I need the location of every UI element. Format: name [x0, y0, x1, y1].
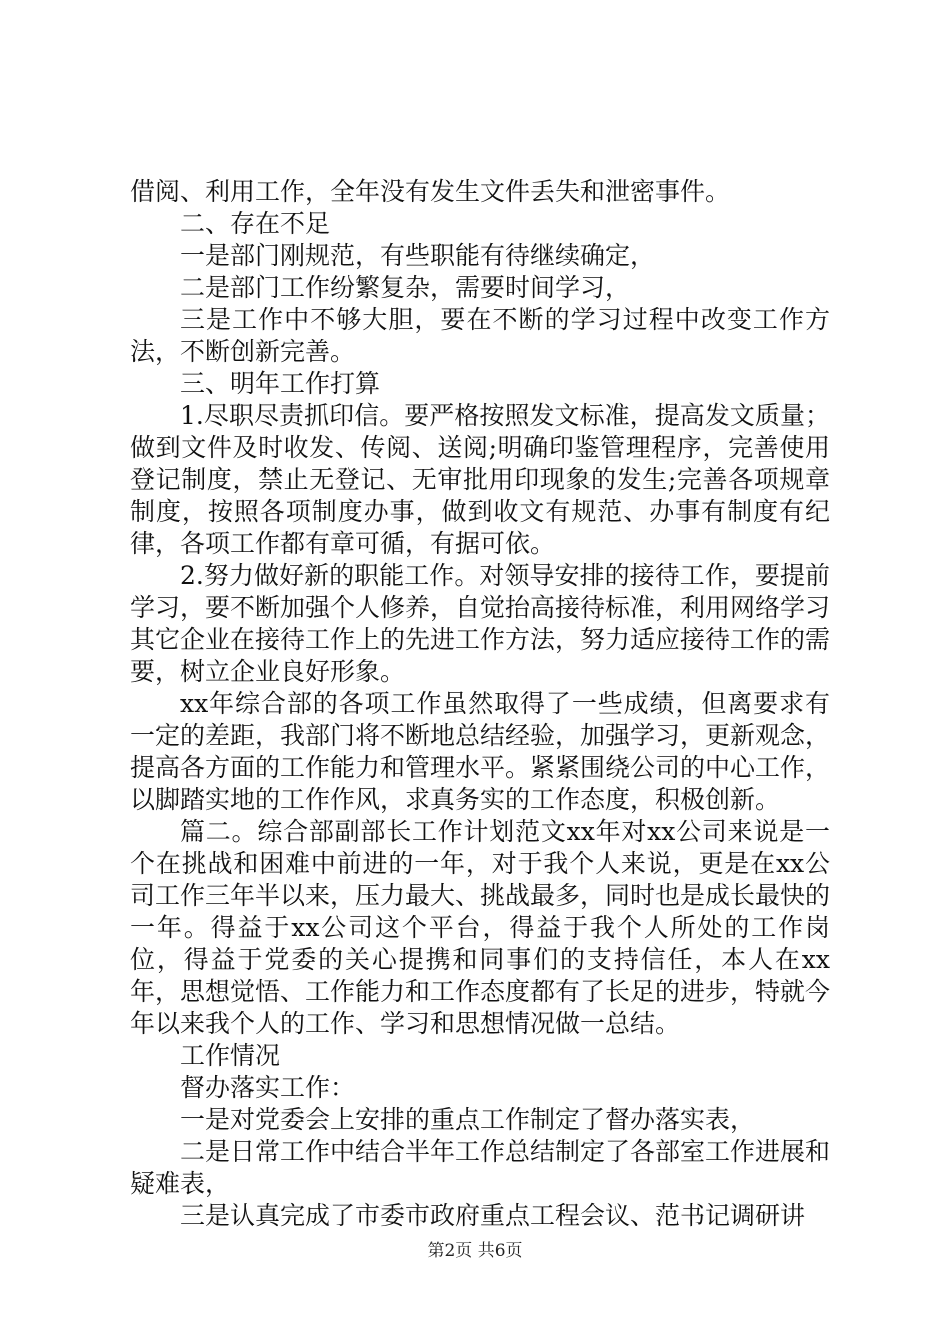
paragraph-plan-2: 2.努力做好新的职能工作。对领导安排的接待工作，要提前学习，要不断加强个人修养，自觉抬高接待标准，利用网络学习其它企业在接待工作上的先进工作方法，努力适应接待工作的需要，树立企业良好形象。	[130, 561, 831, 686]
paragraph-supervision-1: 一是对党委会上安排的重点工作制定了督办落实表，	[180, 1105, 756, 1134]
heading-supervision-work: 督办落实工作：	[180, 1073, 356, 1102]
paragraph-part-two-intro: 篇二。综合部副部长工作计划范文xx年对xx公司来说是一个在挑战和困难中前进的一年，对于我个人来说，更是在xx公司工作三年半以来，压力最大、挑战最多，同时也是成长最快的一年。得益于xx公司这个平台，得益于我个人所处的工作岗位，得益于党委的关心提携和同事们的支持信任，本人在xx年，思想觉悟、工作能力和工作态度都有了长足的进步，特就今年以来我个人的工作、学习和思想情况做一总结。	[130, 817, 831, 1038]
paragraph-shortcoming-2: 二是部门工作纷繁复杂，需要时间学习，	[180, 273, 631, 302]
paragraph-shortcoming-1: 一是部门刚规范，有些职能有待继续确定，	[180, 241, 656, 270]
paragraph-plan-1: 1.尽职尽责抓印信。要严格按照发文标准，提高发文质量；做到文件及时收发、传阅、送阅;明确印鉴管理程序，完善使用登记制度，禁止无登记、无审批用印现象的发生;完善各项规章制度，按照各项制度办事，做到收文有规范、办事有制度有纪律，各项工作都有章可循，有据可依。	[130, 401, 830, 558]
paragraph-supervision-2: 二是日常工作中结合半年工作总结制定了各部室工作进展和疑难表，	[130, 1137, 831, 1198]
paragraph-shortcoming-3: 三是工作中不够大胆，要在不断的学习过程中改变工作方法，不断创新完善。	[130, 305, 830, 366]
document-body	[130, 176, 830, 1232]
paragraph-archive-summary: 借阅、利用工作，全年没有发生文件丢失和泄密事件。	[130, 177, 731, 206]
heading-next-year-plan: 三、明年工作打算	[180, 369, 381, 398]
heading-shortcomings: 二、存在不足	[180, 209, 331, 238]
heading-work-status: 工作情况	[180, 1041, 281, 1070]
paragraph-supervision-3: 三是认真完成了市委市政府重点工程会议、范书记调研讲	[180, 1201, 806, 1230]
paragraph-conclusion: xx年综合部的各项工作虽然取得了一些成绩，但离要求有一定的差距，我部门将不断地总结经验，加强学习，更新观念，提高各方面的工作能力和管理水平。紧紧围绕公司的中心工作，以脚踏实地的工作作风，求真务实的工作态度，积极创新。	[130, 689, 831, 814]
page-number-label: 第2页 共6页	[427, 1241, 523, 1261]
page-footer	[0, 1236, 950, 1261]
